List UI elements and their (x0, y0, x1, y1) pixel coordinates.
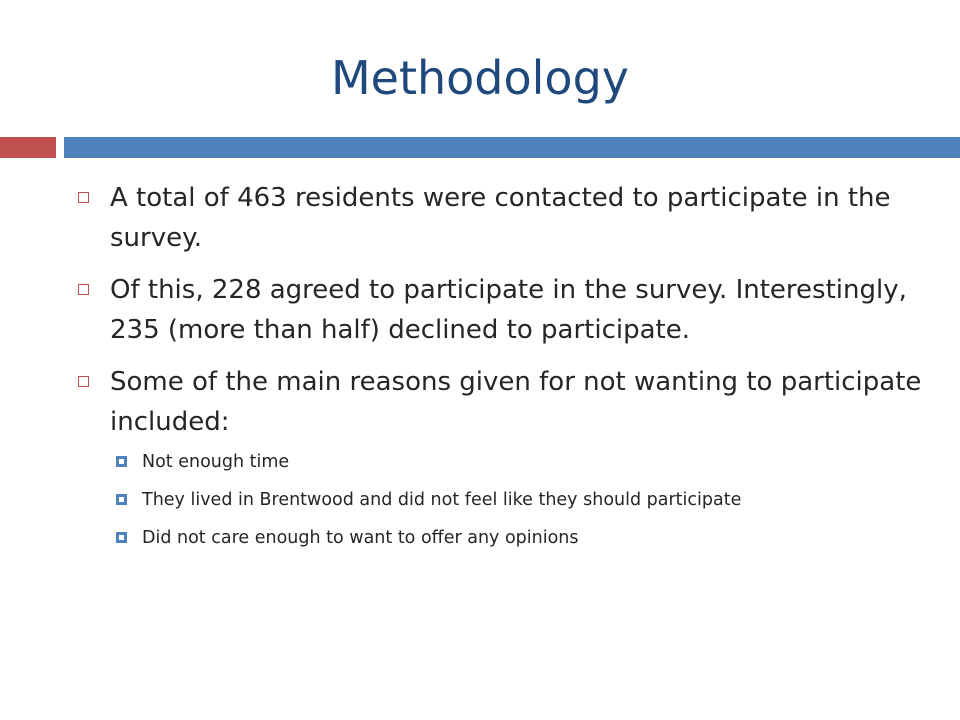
bullet-text: A total of 463 residents were contacted to participate in the survey. (110, 183, 891, 253)
bullet-item (72, 362, 932, 442)
sub-bullet-item (72, 488, 932, 512)
bullet-text: Some of the main reasons given for not wanting to participate included: (110, 367, 922, 437)
slide-title: Methodology (330, 51, 629, 105)
sub-bullet-text: They lived in Brentwood and did not feel like they should participate (142, 490, 742, 510)
sub-bullet-text: Did not care enough to want to offer any opinions (142, 528, 579, 548)
bullet-item (72, 270, 932, 350)
sub-bullet-list (72, 450, 932, 550)
hollow-square-bullet-icon (78, 284, 89, 295)
hollow-square-bullet-icon (78, 376, 89, 387)
bullet-list (72, 178, 932, 564)
accent-bar-red (0, 137, 56, 158)
accent-bar-blue (64, 137, 960, 158)
filled-square-bullet-icon (116, 494, 127, 505)
sub-bullet-item (72, 526, 932, 550)
hollow-square-bullet-icon (78, 192, 89, 203)
filled-square-bullet-icon (116, 532, 127, 543)
sub-bullet-text: Not enough time (142, 452, 290, 472)
bullet-text: Of this, 228 agreed to participate in the survey. Interestingly, 235 (more than half) declined to participate. (110, 275, 907, 345)
sub-bullet-item (72, 450, 932, 474)
filled-square-bullet-icon (116, 456, 127, 467)
bullet-item (72, 178, 932, 258)
